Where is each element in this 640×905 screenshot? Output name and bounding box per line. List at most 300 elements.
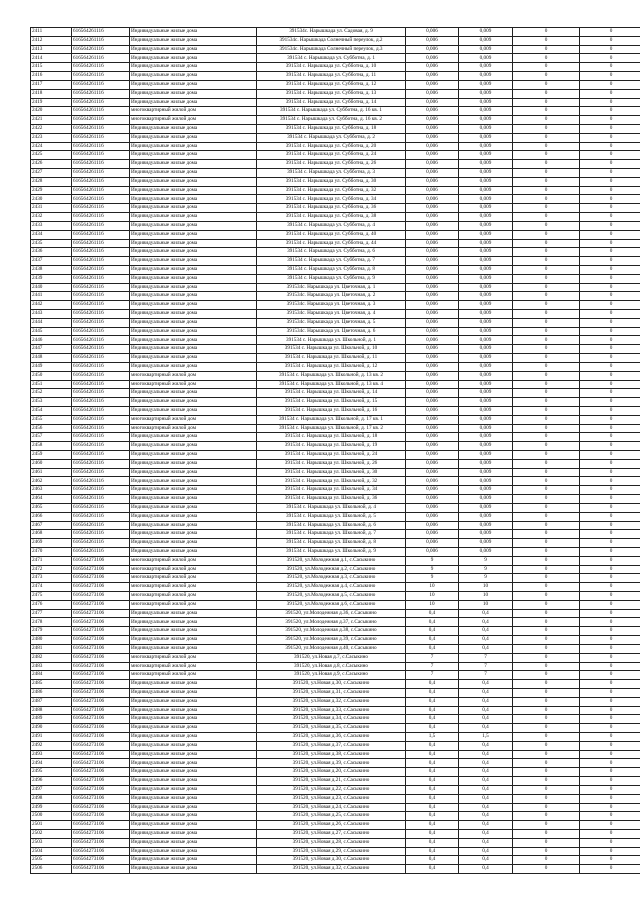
row-number-cell: 2486 <box>31 688 72 697</box>
value-4-cell: 0 <box>580 54 640 63</box>
value-4-cell: 0 <box>580 265 640 274</box>
value-4-cell: 0 <box>580 301 640 310</box>
table-row <box>31 618 640 627</box>
value-1-cell: 0,4 <box>406 609 459 618</box>
value-3-cell: 0 <box>513 239 580 248</box>
row-number-cell: 2505 <box>31 856 72 865</box>
value-1-cell: 0,006 <box>406 142 459 151</box>
address-cell: 391534 с. Нарышкада ул. Школьной, д. 17 кв. 2 <box>257 424 406 433</box>
cadastral-code-cell: 616564261116 <box>72 186 130 195</box>
address-cell: 391534 с. Нарышкада ул. Субботна, д. 6 <box>257 248 406 257</box>
value-2-cell: 0,009 <box>459 45 513 54</box>
row-number-cell: 2468 <box>31 530 72 539</box>
cadastral-code-cell: 616564261116 <box>72 257 130 266</box>
cadastral-code-cell: 616564261116 <box>72 301 130 310</box>
value-4-cell: 0 <box>580 512 640 521</box>
value-2-cell: 0,009 <box>459 512 513 521</box>
cadastral-code-cell: 616564273106 <box>72 592 130 601</box>
value-2-cell: 0,4 <box>459 697 513 706</box>
building-type-cell: Индивидуальные жилые дома <box>130 124 257 133</box>
value-2-cell: 0,009 <box>459 362 513 371</box>
cadastral-code-cell: 616564273106 <box>72 653 130 662</box>
row-number-cell: 2452 <box>31 389 72 398</box>
cadastral-code-cell: 616564261116 <box>72 362 130 371</box>
value-2-cell: 0,009 <box>459 451 513 460</box>
building-type-cell: Индивидуальные жилые дома <box>130 389 257 398</box>
value-2-cell: 0,009 <box>459 151 513 160</box>
row-number-cell: 2494 <box>31 759 72 768</box>
cadastral-code-cell: 616564261116 <box>72 468 130 477</box>
cadastral-code-cell: 616564273106 <box>72 777 130 786</box>
value-2-cell: 0,009 <box>459 424 513 433</box>
value-2-cell: 0,009 <box>459 345 513 354</box>
row-number-cell: 2467 <box>31 521 72 530</box>
address-cell: 391534с. Нарышкада ул. Цветочная, д. 6 <box>257 327 406 336</box>
value-1-cell: 0,006 <box>406 221 459 230</box>
value-4-cell: 0 <box>580 812 640 821</box>
address-cell: 391520, ул.Новая д.29, с.Сасыкино <box>257 847 406 856</box>
cadastral-code-cell: 616564273106 <box>72 671 130 680</box>
building-type-cell: Индивидуальные жилые дома <box>130 274 257 283</box>
value-2-cell: 0,009 <box>459 63 513 72</box>
value-4-cell: 0 <box>580 724 640 733</box>
table-row <box>31 803 640 812</box>
building-type-cell: Индивидуальные жилые дома <box>130 265 257 274</box>
value-4-cell: 0 <box>580 318 640 327</box>
value-1-cell: 0,006 <box>406 274 459 283</box>
value-3-cell: 0 <box>513 107 580 116</box>
value-3-cell: 0 <box>513 821 580 830</box>
building-type-cell: Индивидуальные жилые дома <box>130 221 257 230</box>
value-1-cell: 0,006 <box>406 248 459 257</box>
value-3-cell: 0 <box>513 433 580 442</box>
value-2-cell: 0,009 <box>459 503 513 512</box>
table-row <box>31 653 640 662</box>
value-3-cell: 0 <box>513 644 580 653</box>
table-row <box>31 865 640 874</box>
building-type-cell: Индивидуальные жилые дома <box>130 794 257 803</box>
value-1-cell: 9 <box>406 574 459 583</box>
value-2-cell: 9 <box>459 565 513 574</box>
cadastral-code-cell: 616564273106 <box>72 794 130 803</box>
value-3-cell: 0 <box>513 715 580 724</box>
row-number-cell: 2417 <box>31 80 72 89</box>
value-2-cell: 0,009 <box>459 406 513 415</box>
address-cell: 391534 с. Нарышкада ул. Субботна, д. 16 кв. 1 <box>257 107 406 116</box>
cadastral-code-cell: 616564261116 <box>72 72 130 81</box>
address-cell: 391534 с. Нарышкада ул. Школьной, д. 26 <box>257 459 406 468</box>
building-type-cell: Индивидуальные жилые дома <box>130 406 257 415</box>
value-3-cell: 0 <box>513 98 580 107</box>
building-type-cell: многоквартирный жилой дом <box>130 371 257 380</box>
value-4-cell: 0 <box>580 257 640 266</box>
value-2-cell: 0,009 <box>459 116 513 125</box>
address-cell: 391534с. Нарышкада ул. Цветочная, д. 1 <box>257 283 406 292</box>
address-cell: 391534 с. Нарышкада ул. Школьной, д. 19 <box>257 442 406 451</box>
value-2-cell: 0,009 <box>459 204 513 213</box>
value-3-cell: 0 <box>513 556 580 565</box>
cadastral-code-cell: 616564273106 <box>72 609 130 618</box>
value-4-cell: 0 <box>580 169 640 178</box>
building-type-cell: Индивидуальные жилые дома <box>130 547 257 556</box>
building-type-cell: Индивидуальные жилые дома <box>130 785 257 794</box>
value-1-cell: 10 <box>406 583 459 592</box>
value-4-cell: 0 <box>580 151 640 160</box>
value-3-cell: 0 <box>513 283 580 292</box>
value-1-cell: 0,4 <box>406 829 459 838</box>
address-cell: 391534с. Нарышкада Солнечный переулок, д.3 <box>257 45 406 54</box>
cadastral-code-cell: 616564273106 <box>72 618 130 627</box>
cadastral-code-cell: 616564261116 <box>72 389 130 398</box>
table-row <box>31 644 640 653</box>
cadastral-code-cell: 616564273106 <box>72 636 130 645</box>
value-3-cell: 0 <box>513 292 580 301</box>
address-cell: 391534 с. Нарышкада ул. Школьной, д. 4 <box>257 503 406 512</box>
table-row <box>31 116 640 125</box>
cadastral-code-cell: 616564273106 <box>72 759 130 768</box>
cadastral-code-cell: 616564273106 <box>72 627 130 636</box>
building-type-cell: Индивидуальные жилые дома <box>130 398 257 407</box>
table-row <box>31 592 640 601</box>
cadastral-code-cell: 616564261116 <box>72 415 130 424</box>
value-1-cell: 0,006 <box>406 151 459 160</box>
value-3-cell: 0 <box>513 45 580 54</box>
value-1-cell: 0,006 <box>406 177 459 186</box>
value-4-cell: 0 <box>580 556 640 565</box>
address-cell: 391534 с. Нарышкада ул. Школьной, д. 16 <box>257 406 406 415</box>
value-4-cell: 0 <box>580 600 640 609</box>
value-4-cell: 0 <box>580 354 640 363</box>
cadastral-code-cell: 616564261116 <box>72 116 130 125</box>
value-4-cell: 0 <box>580 768 640 777</box>
cadastral-code-cell: 616564261116 <box>72 310 130 319</box>
building-type-cell: Индивидуальные жилые дома <box>130 829 257 838</box>
building-type-cell: Индивидуальные жилые дома <box>130 80 257 89</box>
table-row <box>31 301 640 310</box>
cadastral-code-cell: 616564261116 <box>72 36 130 45</box>
cadastral-code-cell: 616564273106 <box>72 583 130 592</box>
cadastral-code-cell: 616564261116 <box>72 283 130 292</box>
table-row <box>31 671 640 680</box>
value-2-cell: 0,4 <box>459 680 513 689</box>
table-row <box>31 785 640 794</box>
building-type-cell: Индивидуальные жилые дома <box>130 803 257 812</box>
value-3-cell: 0 <box>513 389 580 398</box>
value-4-cell: 0 <box>580 230 640 239</box>
cadastral-code-cell: 616564261116 <box>72 521 130 530</box>
table-row <box>31 680 640 689</box>
row-number-cell: 2477 <box>31 609 72 618</box>
value-1-cell: 0,4 <box>406 644 459 653</box>
value-3-cell: 0 <box>513 609 580 618</box>
address-cell: 391534 с. Нарышкада ул. Субботна, д. 2 <box>257 133 406 142</box>
value-2-cell: 10 <box>459 600 513 609</box>
value-4-cell: 0 <box>580 829 640 838</box>
value-4-cell: 0 <box>580 697 640 706</box>
value-1-cell: 0,4 <box>406 838 459 847</box>
value-3-cell: 0 <box>513 362 580 371</box>
row-number-cell: 2465 <box>31 503 72 512</box>
row-number-cell: 2434 <box>31 230 72 239</box>
value-3-cell: 0 <box>513 592 580 601</box>
cadastral-code-cell: 616564273106 <box>72 821 130 830</box>
building-type-cell: Индивидуальные жилые дома <box>130 838 257 847</box>
address-cell: 391534 с. Нарышкада ул. Школьной, д. 6 <box>257 521 406 530</box>
cadastral-code-cell: 616564261116 <box>72 80 130 89</box>
row-number-cell: 2496 <box>31 777 72 786</box>
value-1-cell: 0,006 <box>406 318 459 327</box>
value-1-cell: 0,006 <box>406 433 459 442</box>
table-row <box>31 565 640 574</box>
value-1-cell: 0,006 <box>406 45 459 54</box>
building-type-cell: многоквартирный жилой дом <box>130 424 257 433</box>
value-1-cell: 0,4 <box>406 697 459 706</box>
row-number-cell: 2459 <box>31 451 72 460</box>
table-row <box>31 265 640 274</box>
value-4-cell: 0 <box>580 468 640 477</box>
address-cell: 391520, ул.Новая д.25, с.Сасыкино <box>257 812 406 821</box>
table-row <box>31 459 640 468</box>
value-4-cell: 0 <box>580 433 640 442</box>
value-1-cell: 0,006 <box>406 283 459 292</box>
address-cell: 391534 с. Нарышкада ул. Школьной, д. 30 <box>257 468 406 477</box>
address-cell: 391520, ул.Новая д.30, с.Сасыкино <box>257 680 406 689</box>
row-number-cell: 2427 <box>31 169 72 178</box>
row-number-cell: 2484 <box>31 671 72 680</box>
value-3-cell: 0 <box>513 116 580 125</box>
address-cell: 391520, ул.Новая д.32, с.Сасыкино <box>257 697 406 706</box>
table-row <box>31 63 640 72</box>
building-type-cell: Индивидуальные жилые дома <box>130 186 257 195</box>
value-2-cell: 0,4 <box>459 609 513 618</box>
building-type-cell: Индивидуальные жилые дома <box>130 539 257 548</box>
row-number-cell: 2495 <box>31 768 72 777</box>
table-row <box>31 354 640 363</box>
cadastral-code-cell: 616564273106 <box>72 829 130 838</box>
row-number-cell: 2451 <box>31 380 72 389</box>
cadastral-code-cell: 616564261116 <box>72 547 130 556</box>
address-cell: 391520, ул.Новая д.21, с.Сасыкино <box>257 777 406 786</box>
value-3-cell: 0 <box>513 424 580 433</box>
value-1-cell: 0,4 <box>406 627 459 636</box>
cadastral-code-cell: 616564261116 <box>72 327 130 336</box>
value-3-cell: 0 <box>513 327 580 336</box>
row-number-cell: 2429 <box>31 186 72 195</box>
value-3-cell: 0 <box>513 565 580 574</box>
value-3-cell: 0 <box>513 653 580 662</box>
address-cell: 391520, ул.Новая д.22, с.Сасыкино <box>257 785 406 794</box>
row-number-cell: 2455 <box>31 415 72 424</box>
building-type-cell: Индивидуальные жилые дома <box>130 283 257 292</box>
building-type-cell: Индивидуальные жилые дома <box>130 213 257 222</box>
value-3-cell: 0 <box>513 583 580 592</box>
value-1-cell: 0,006 <box>406 160 459 169</box>
value-1-cell: 0,006 <box>406 530 459 539</box>
value-2-cell: 0,009 <box>459 257 513 266</box>
value-3-cell: 0 <box>513 310 580 319</box>
row-number-cell: 2450 <box>31 371 72 380</box>
cadastral-code-cell: 616564273106 <box>72 838 130 847</box>
cadastral-code-cell: 616564261116 <box>72 477 130 486</box>
row-number-cell: 2501 <box>31 821 72 830</box>
building-type-cell: многоквартирный жилой дом <box>130 653 257 662</box>
table-row <box>31 160 640 169</box>
value-4-cell: 0 <box>580 574 640 583</box>
table-row <box>31 486 640 495</box>
document-page <box>30 27 618 874</box>
address-cell: 391534 с. Нарышкада ул. Субботна, д. 3 <box>257 169 406 178</box>
cadastral-code-cell: 616564273106 <box>72 865 130 874</box>
value-4-cell: 0 <box>580 142 640 151</box>
value-2-cell: 0,009 <box>459 415 513 424</box>
building-type-cell: Индивидуальные жилые дома <box>130 28 257 37</box>
table-row <box>31 380 640 389</box>
value-3-cell: 0 <box>513 803 580 812</box>
value-4-cell: 0 <box>580 671 640 680</box>
row-number-cell: 2480 <box>31 636 72 645</box>
address-cell: 391534 с. Нарышкада ул. Субботна, д. 40 <box>257 230 406 239</box>
value-1-cell: 0,006 <box>406 495 459 504</box>
value-4-cell: 0 <box>580 741 640 750</box>
value-2-cell: 0,4 <box>459 829 513 838</box>
table-row <box>31 398 640 407</box>
address-cell: 391534 с. Нарышкада ул. Школьной, д. 13 кв. 4 <box>257 380 406 389</box>
table-row <box>31 574 640 583</box>
value-3-cell: 0 <box>513 838 580 847</box>
address-cell: 391534 с. Нарышкада ул. Субботна, д. 1 <box>257 54 406 63</box>
row-number-cell: 2472 <box>31 565 72 574</box>
row-number-cell: 2483 <box>31 662 72 671</box>
value-1-cell: 7 <box>406 662 459 671</box>
value-1-cell: 0,006 <box>406 477 459 486</box>
building-type-cell: Индивидуальные жилые дома <box>130 451 257 460</box>
value-1-cell: 0,006 <box>406 310 459 319</box>
address-cell: 391534 с. Нарышкада ул. Субботна, д. 16 кв. 2 <box>257 116 406 125</box>
table-row <box>31 503 640 512</box>
row-number-cell: 2470 <box>31 547 72 556</box>
value-4-cell: 0 <box>580 160 640 169</box>
table-row <box>31 495 640 504</box>
address-cell: 391534 с. Нарышкада ул. Субботна, д. 20 <box>257 142 406 151</box>
cadastral-code-cell: 616564273106 <box>72 688 130 697</box>
cadastral-code-cell: 616564261116 <box>72 345 130 354</box>
value-1-cell: 0,006 <box>406 36 459 45</box>
address-cell: 391534 с. Нарышкада ул. Школьной, д. 32 <box>257 477 406 486</box>
address-cell: 391520, ул.Новая д.7, с.Сасыкино <box>257 653 406 662</box>
value-3-cell: 0 <box>513 195 580 204</box>
value-4-cell: 0 <box>580 609 640 618</box>
value-4-cell: 0 <box>580 371 640 380</box>
value-2-cell: 0,009 <box>459 468 513 477</box>
value-2-cell: 0,009 <box>459 195 513 204</box>
value-3-cell: 0 <box>513 301 580 310</box>
value-4-cell: 0 <box>580 98 640 107</box>
table-row <box>31 310 640 319</box>
value-3-cell: 0 <box>513 829 580 838</box>
table-row <box>31 28 640 37</box>
cadastral-code-cell: 616564261116 <box>72 230 130 239</box>
row-number-cell: 2449 <box>31 362 72 371</box>
value-4-cell: 0 <box>580 380 640 389</box>
address-cell: 391520, ул.Новая д.36, с.Сасыкино <box>257 733 406 742</box>
value-3-cell: 0 <box>513 124 580 133</box>
table-row <box>31 186 640 195</box>
value-3-cell: 0 <box>513 785 580 794</box>
row-number-cell: 2444 <box>31 318 72 327</box>
table-row <box>31 750 640 759</box>
value-3-cell: 0 <box>513 442 580 451</box>
value-1-cell: 0,4 <box>406 794 459 803</box>
value-2-cell: 0,009 <box>459 433 513 442</box>
building-type-cell: Индивидуальные жилые дома <box>130 468 257 477</box>
building-type-cell: многоквартирный жилой дом <box>130 556 257 565</box>
value-1-cell: 0,4 <box>406 768 459 777</box>
address-cell: 391520, ул.Молодежная д.1, с.Сасыкино <box>257 556 406 565</box>
address-cell: 391534 с. Нарышкада ул. Школьной, д. 14 <box>257 389 406 398</box>
building-type-cell: Индивидуальные жилые дома <box>130 618 257 627</box>
building-type-cell: Индивидуальные жилые дома <box>130 442 257 451</box>
value-1-cell: 0,006 <box>406 336 459 345</box>
table-row <box>31 239 640 248</box>
value-3-cell: 0 <box>513 451 580 460</box>
value-2-cell: 9 <box>459 574 513 583</box>
address-cell: 391520, ул.Молодежная д.4, с.Сасыкино <box>257 583 406 592</box>
value-1-cell: 0,4 <box>406 803 459 812</box>
value-3-cell: 0 <box>513 142 580 151</box>
value-2-cell: 0,4 <box>459 865 513 874</box>
building-type-cell: Индивидуальные жилые дома <box>130 160 257 169</box>
value-4-cell: 0 <box>580 521 640 530</box>
value-1-cell: 7 <box>406 653 459 662</box>
row-number-cell: 2439 <box>31 274 72 283</box>
address-cell: 391534 с. Нарышкада ул. Субботна, д. 44 <box>257 239 406 248</box>
value-1-cell: 0,006 <box>406 486 459 495</box>
cadastral-code-cell: 616564261116 <box>72 45 130 54</box>
row-number-cell: 2463 <box>31 486 72 495</box>
address-cell: 391534 с. Нарышкада ул. Школьной, д. 1 <box>257 336 406 345</box>
value-4-cell: 0 <box>580 28 640 37</box>
value-4-cell: 0 <box>580 389 640 398</box>
value-4-cell: 0 <box>580 442 640 451</box>
cadastral-code-cell: 616564261116 <box>72 124 130 133</box>
row-number-cell: 2466 <box>31 512 72 521</box>
value-2-cell: 0,009 <box>459 54 513 63</box>
value-4-cell: 0 <box>580 644 640 653</box>
address-cell: 391534 с. Нарышкада ул. Субботна, д. 4 <box>257 221 406 230</box>
value-2-cell: 0,009 <box>459 213 513 222</box>
value-4-cell: 0 <box>580 283 640 292</box>
building-type-cell: многоквартирный жилой дом <box>130 600 257 609</box>
row-number-cell: 2457 <box>31 433 72 442</box>
value-1-cell: 0,006 <box>406 89 459 98</box>
building-type-cell: Индивидуальные жилые дома <box>130 248 257 257</box>
value-1-cell: 0,006 <box>406 503 459 512</box>
value-2-cell: 0,4 <box>459 627 513 636</box>
building-type-cell: многоквартирный жилой дом <box>130 565 257 574</box>
cadastral-code-cell: 616564261116 <box>72 433 130 442</box>
address-cell: 391520, ул.Новая д.39, с.Сасыкино <box>257 759 406 768</box>
row-number-cell: 2469 <box>31 539 72 548</box>
value-3-cell: 0 <box>513 345 580 354</box>
cadastral-code-cell: 616564273106 <box>72 724 130 733</box>
building-type-cell: Индивидуальные жилые дома <box>130 856 257 865</box>
row-number-cell: 2433 <box>31 221 72 230</box>
cadastral-code-cell: 616564261116 <box>72 98 130 107</box>
value-2-cell: 0,009 <box>459 239 513 248</box>
building-type-cell: Индивидуальные жилые дома <box>130 495 257 504</box>
cadastral-code-cell: 616564261116 <box>72 63 130 72</box>
row-number-cell: 2440 <box>31 283 72 292</box>
